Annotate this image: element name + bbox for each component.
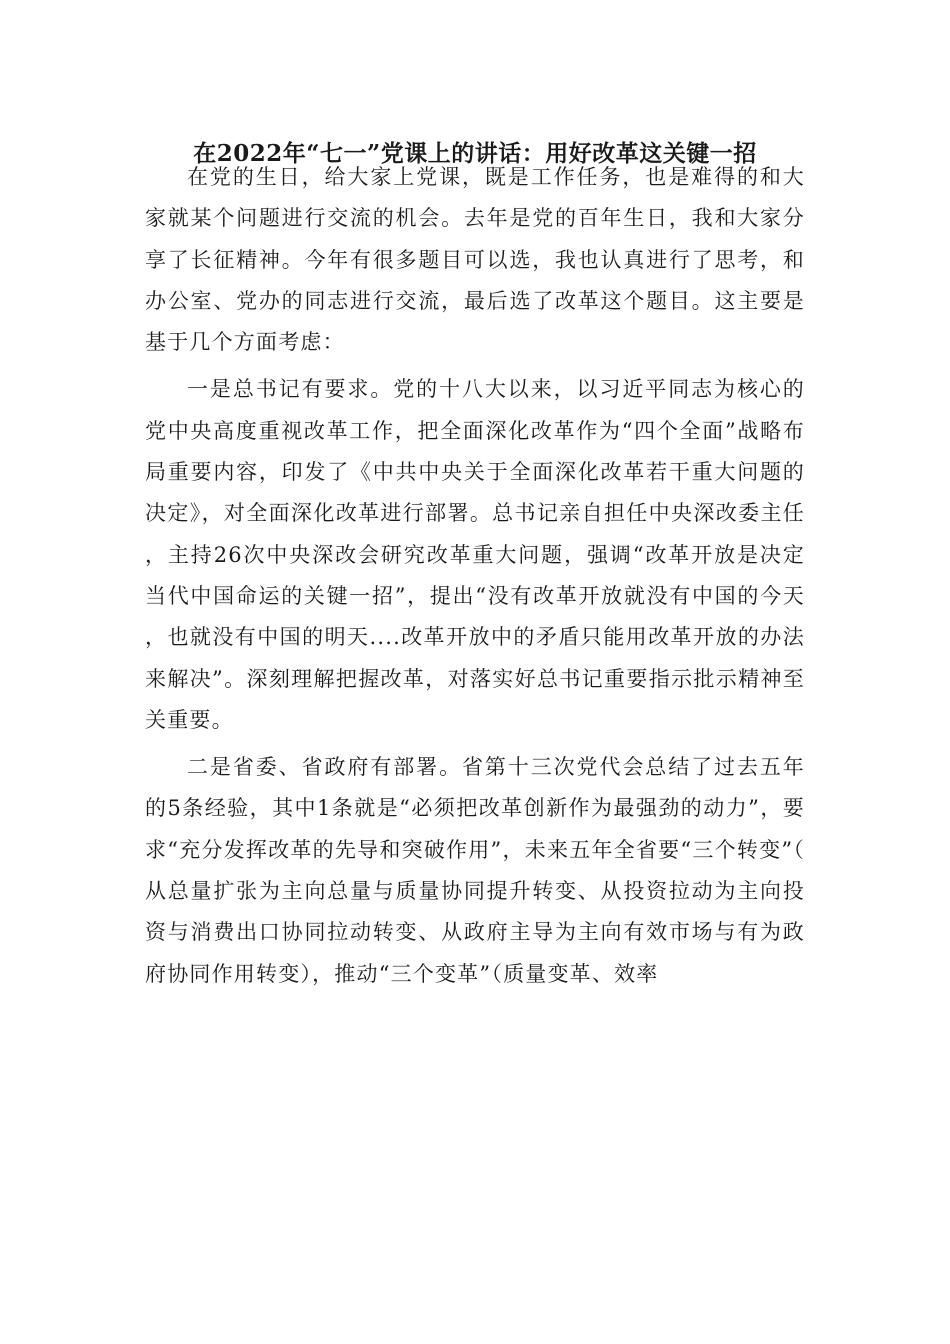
paragraph-point-two: 二是省委、省政府有部署。省第十三次党代会总结了过去五年的5条经验，其中1条就是“必须把改革创新作为最强劲的动力”，要求“充分发挥改革的先导和突破作用”，未来五年全省要“三个转变”（从总量扩张为主向总量与质量协同提升转变、从投资拉动为主向投资与消费出口协同拉动转变、从政府主导为主向有效市场与有为政府协同作用转变），推动“三个变革”（质量变革、效率	[145, 755, 805, 986]
paragraph-intro: 在党的生日，给大家上党课，既是工作任务，也是难得的和大家就某个问题进行交流的机会。去年是党的百年生日，我和大家分享了长征精神。今年有很多题目可以选，我也认真进行了思考，和办公室、党办的同志进行交流，最后选了改革这个题目。这主要是基于几个方面考虑：	[145, 165, 805, 355]
paragraph-point-one: 一是总书记有要求。党的十八大以来，以习近平同志为核心的党中央高度重视改革工作，把全面深化改革作为“四个全面”战略布局重要内容，印发了《中共中央关于全面深化改革若干重大问题的决定》，对全面深化改革进行部署。总书记亲自担任中央深改委主任，主持26次中央深改会研究改革重大问题，强调“改革开放是决定当代中国命运的关键一招”，提出“没有改革开放就没有中国的今天，也就没有中国的明天....改革开放中的矛盾只能用改革开放的办法来解决”。深刻理解把握改革，对落实好总书记重要指示批示精神至关重要。	[145, 377, 805, 732]
document-body	[145, 157, 805, 995]
document-title: 在2022年“七一”党课上的讲话：用好改革这关键一招	[193, 140, 757, 167]
